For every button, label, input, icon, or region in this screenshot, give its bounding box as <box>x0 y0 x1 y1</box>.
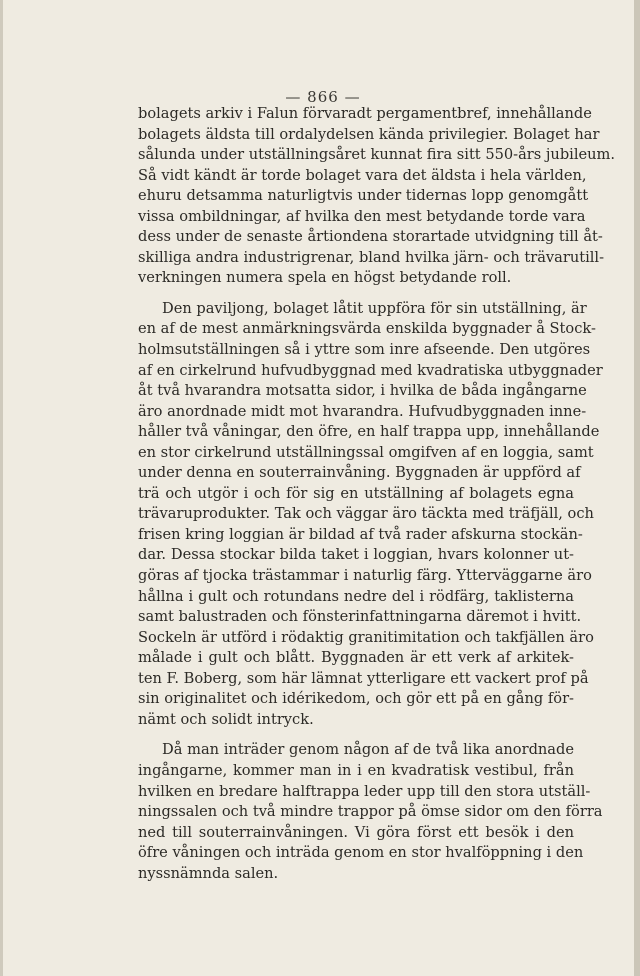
paragraph-gap <box>138 730 574 740</box>
text-line: ingångarne, kommer man in i en kvadratisk vestibul, från <box>138 761 574 779</box>
text-line: Den paviljong, bolaget låtit uppföra för sin utställning, är <box>162 299 587 317</box>
text-line: göras af tjocka trästammar i naturlig färg. Ytterväggarne äro <box>138 567 592 585</box>
text-line: håller två våningar, den öfre, en half trappa upp, innehållande <box>138 423 600 441</box>
text-line: hvilken en bredare halftrappa leder upp till den stora utställ- <box>138 782 591 800</box>
text-line: nämt och solidt intryck. <box>138 710 314 728</box>
text-line: en stor cirkelrund utställningssal omgifven af en loggia, samt <box>138 443 594 461</box>
text-line: dar. Dessa stockar bilda taket i loggian, hvars kolonner ut- <box>138 546 574 564</box>
text-line: af en cirkelrund hufvudbyggnad med kvadratiska utbyggnader <box>138 361 603 379</box>
text-line: ned till souterrainvåningen. Vi göra först ett besök i den <box>138 823 574 841</box>
body-text <box>138 104 616 884</box>
text-line: en af de mest anmärkningsvärda enskilda byggnader å Stock- <box>138 320 596 338</box>
paragraph-gap <box>138 289 574 299</box>
text-line: Så vidt kändt är torde bolaget vara det äldsta i hela världen, <box>138 166 587 184</box>
text-line: samt balustraden och fönsterinfattningarna däremot i hvitt. <box>138 608 582 626</box>
text-line: åt två hvarandra motsatta sidor, i hvilka de båda ingångarne <box>138 382 587 400</box>
page-edge-shadow <box>634 0 640 976</box>
text-line: bolagets äldsta till ordalydelsen kända privilegier. Bolaget har <box>138 125 600 143</box>
text-line: ehuru detsamma naturligtvis under tidernas lopp genomgått <box>138 187 589 205</box>
text-line: Då man inträder genom någon af de två lika anordnade <box>162 741 574 759</box>
text-line: öfre våningen och inträda genom en stor hvalföppning i den <box>138 844 584 862</box>
text-line: trä och utgör i och för sig en utställning af bolagets egna <box>138 484 574 502</box>
text-line: vissa ombildningar, af hvilka den mest betydande torde vara <box>138 207 586 225</box>
text-line: dess under de senaste årtiondena storartade utvidgning till åt- <box>138 228 603 246</box>
text-line: äro anordnade midt mot hvarandra. Hufvudbyggnaden inne- <box>138 402 587 420</box>
paragraph-2 <box>138 299 603 730</box>
text-line: nyssnämnda salen. <box>138 864 279 882</box>
text-line: trävaruprodukter. Tak och väggar äro täckta med träfjäll, och <box>138 505 594 523</box>
paragraph-1 <box>138 104 616 289</box>
page-number: — 866 — <box>285 88 361 106</box>
text-line: hållna i gult och rotundans nedre del i rödfärg, taklisterna <box>138 587 574 605</box>
text-line: holmsutställningen så i yttre som inre afseende. Den utgöres <box>138 341 591 359</box>
text-line: bolagets arkiv i Falun förvaradt pergamentbref, innehållande <box>138 105 592 122</box>
text-line: Sockeln är utförd i rödaktig granitimitation och takfjällen äro <box>138 628 594 646</box>
text-line: frisen kring loggian är bildad af två rader afskurna stockän- <box>138 525 583 543</box>
text-line: målade i gult och blått. Byggnaden är ett verk af arkitek- <box>138 649 574 667</box>
paragraph-3 <box>138 740 603 884</box>
text-line: ten F. Boberg, som här lämnat ytterligare ett vackert prof på <box>138 669 589 687</box>
text-line: verkningen numera spela en högst betydande roll. <box>138 269 512 287</box>
text-line: sin originalitet och idérikedom, och gör ett på en gång för- <box>138 690 574 708</box>
text-line: under denna en souterrainvåning. Byggnaden är uppförd af <box>138 464 581 482</box>
text-line: sålunda under utställningsåret kunnat fira sitt 550-års jubileum. <box>138 146 616 164</box>
text-line: ningssalen och två mindre trappor på ömse sidor om den förra <box>138 803 603 821</box>
text-line: skilliga andra industrigrenar, bland hvilka järn- och trävarutill- <box>138 248 605 266</box>
